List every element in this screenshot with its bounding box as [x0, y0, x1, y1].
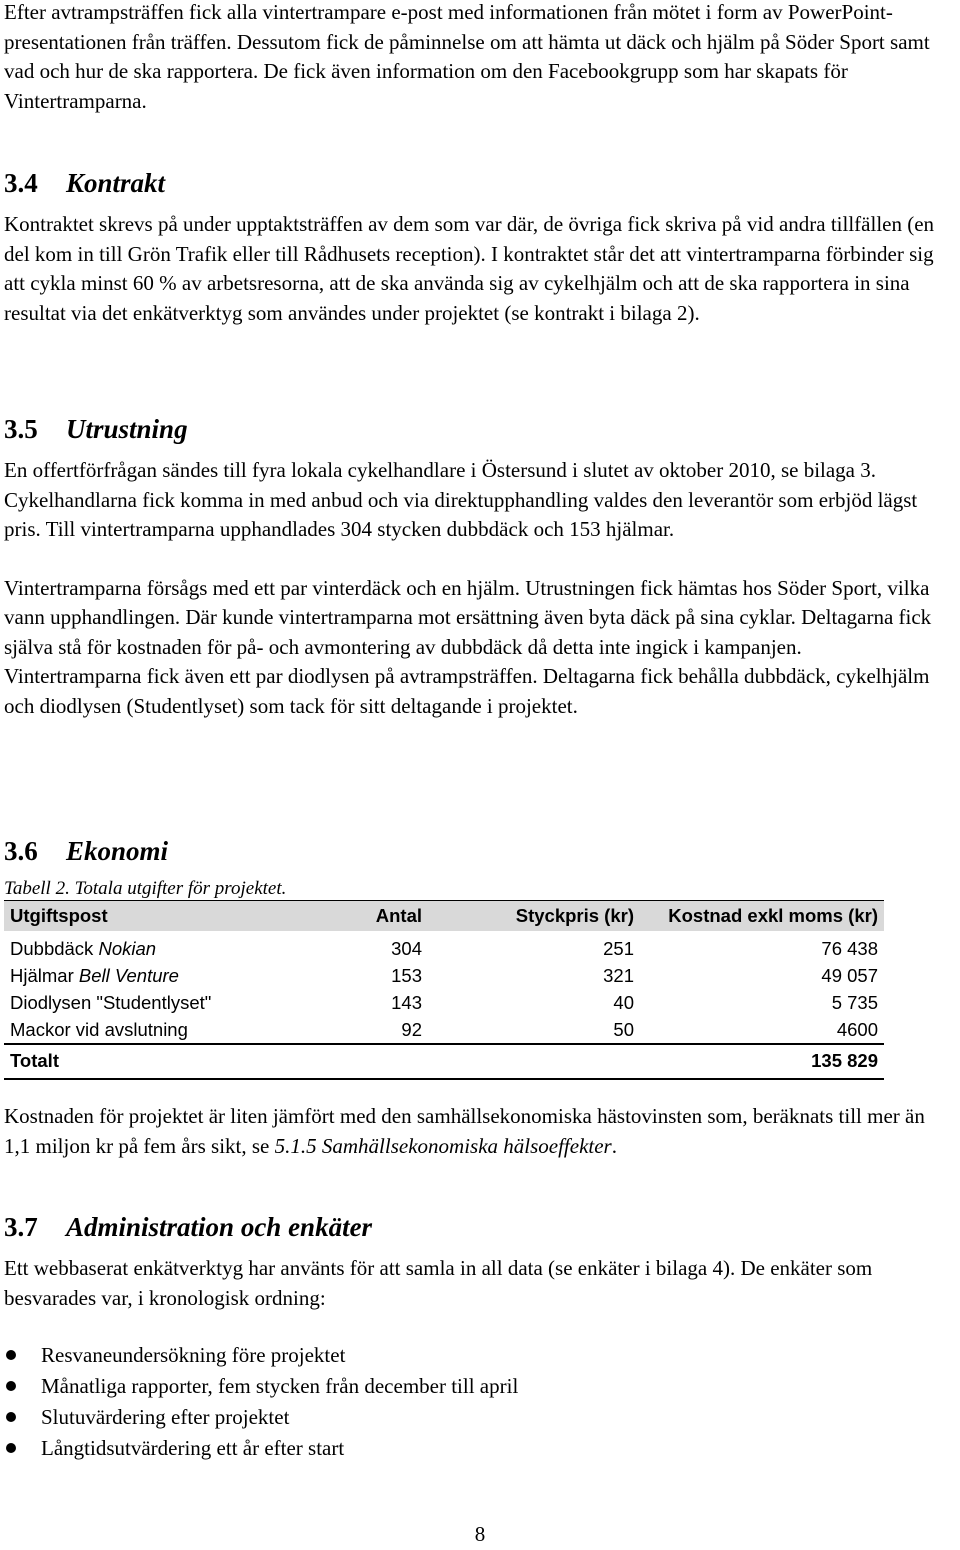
section-3-5	[4, 412, 944, 721]
section-paragraph: Kostnaden för projektet är liten jämfört med den samhällsekonomiska hästovinsten som, beräknats till mer än 1,1 miljon kr på fem års sikt, se 5.1.5 Samhällsekonomiska hälsoeffekter.	[4, 1104, 925, 1158]
section-number: 3.6	[4, 836, 38, 866]
quantity-cell: 143	[391, 992, 422, 1013]
table-row	[4, 1016, 884, 1044]
header-cell: Kostnad exkl moms (kr)	[640, 901, 884, 932]
cost-cell: 49 057	[821, 965, 878, 986]
page-number: 8	[474, 1522, 486, 1546]
cost-cell: 4600	[836, 1019, 878, 1040]
quantity-cell: 92	[401, 1019, 422, 1040]
header-cell: Utgiftspost	[4, 901, 316, 932]
section-paragraph: Vintertramparna försågs med ett par vinterdäck och en hjälm. Utrustningen fick hämtas hos Söder Sport, vilka vann upphandlingen. Där kunde vintertramparna mot ersättning även byta däck på sina cyklar. Deltagarna fick själva stå för kostnaden för på- och avmontering av dubbdäck då detta inte ingick i kampanjen. Vintertramparna fick även ett par diodlysen på avtrampsträffen. Deltagarna fick behålla dubbdäck, cykelhjälm och diodlysen (Studentlyset) som tack för sitt deltagande i projektet.	[4, 575, 932, 718]
section-paragraph: Ett webbaserat enkätverktyg har använts för att samla in all data (se enkäter i bilaga 4). De enkäter som besvarades var, i kronologisk ordning:	[4, 1256, 873, 1310]
section-3-4	[4, 166, 944, 328]
section-heading	[4, 834, 944, 868]
section-number: 3.7	[4, 1212, 38, 1242]
section-number: 3.5	[4, 414, 38, 444]
item-cell: Mackor vid avslutning	[10, 1019, 188, 1040]
header-cell: Antal	[316, 901, 428, 932]
item-cell: Dubbdäck Nokian	[10, 938, 157, 959]
section-heading	[4, 412, 944, 446]
section-title: Utrustning	[66, 414, 188, 444]
section-heading	[4, 166, 944, 200]
quantity-cell: 304	[391, 938, 422, 959]
intro-paragraph: Efter avtrampsträffen fick alla vintertrampare e-post med informationen från mötet i form av PowerPoint-presentationen från träffen. Dessutom fick de påminnelse om att hämta ut däck och hjälm på Söder Sport samt vad och hur de ska rapportera. De fick även information om den Facebookgrupp som har skapats för Vintertramparna.	[4, 0, 930, 113]
table-header-row	[4, 901, 884, 932]
table-row	[4, 962, 884, 989]
list-item: Månatliga rapporter, fem stycken från december till april	[4, 1371, 944, 1402]
price-cell: 40	[613, 992, 634, 1013]
price-cell: 50	[613, 1019, 634, 1040]
section-title: Ekonomi	[66, 836, 169, 866]
list-item: Resvaneundersökning före projektet	[4, 1340, 944, 1371]
cross-reference: 5.1.5 Samhällsekonomiska hälsoeffekter	[274, 1133, 612, 1158]
expense-table	[4, 900, 884, 1080]
survey-list	[4, 1340, 944, 1464]
bullet-icon	[6, 1412, 16, 1422]
list-item: Slutuvärdering efter projektet	[4, 1402, 944, 1433]
total-label: Totalt	[4, 1044, 316, 1079]
section-3-6	[4, 834, 944, 1161]
section-number: 3.4	[4, 168, 38, 198]
price-cell: 321	[603, 965, 634, 986]
bullet-icon	[6, 1350, 16, 1360]
section-title: Administration och enkäter	[66, 1212, 373, 1242]
table-row	[4, 989, 884, 1016]
quantity-cell: 153	[391, 965, 422, 986]
header-cell: Styckpris (kr)	[428, 901, 640, 932]
section-paragraph: Kontraktet skrevs på under upptaktsträffen av dem som var där, de övriga fick skriva på vid andra tillfällen (en del kom in till Grön Trafik eller till Rådhusets reception). I kontraktet står det att vintertramparna förbinder sig att cykla minst 60 % av arbetsresorna, att de ska använda sig av cykelhjälm och att de ska rapportera in sina resultat via det enkätverktyg som användes under projektet (se kontrakt i bilaga 2).	[4, 212, 935, 325]
section-3-7	[4, 1210, 944, 1464]
list-item: Långtidsutvärdering ett år efter start	[4, 1433, 944, 1464]
table-total-row	[4, 1044, 884, 1079]
table-caption: Tabell 2. Totala utgifter för projektet.	[4, 878, 287, 899]
bullet-icon	[6, 1381, 16, 1391]
cost-cell: 5 735	[831, 992, 878, 1013]
total-value: 135 829	[640, 1044, 884, 1079]
item-cell: Hjälmar Bell Venture	[10, 965, 179, 986]
section-heading	[4, 1210, 944, 1244]
intro-section	[4, 0, 944, 116]
item-cell: Diodlysen "Studentlyset"	[10, 992, 212, 1013]
table-row	[4, 931, 884, 962]
bullet-icon	[6, 1443, 16, 1453]
cost-cell: 76 438	[821, 938, 878, 959]
section-paragraph: En offertförfrågan sändes till fyra lokala cykelhandlare i Östersund i slutet av oktober 2010, se bilaga 3. Cykelhandlarna fick komma in med anbud och via direktupphandling valdes den leverantör som erbjöd lägst pris. Till vintertramparna upphandlades 304 stycken dubbdäck och 153 hjälmar.	[4, 458, 918, 541]
section-title: Kontrakt	[66, 168, 166, 198]
price-cell: 251	[603, 938, 634, 959]
